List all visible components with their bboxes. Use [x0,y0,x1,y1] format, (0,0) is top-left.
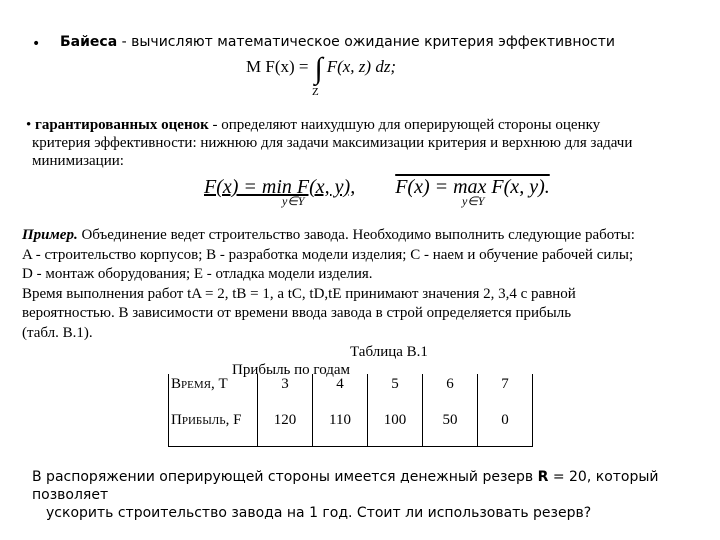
table-cell: 120 [258,410,313,447]
final-question [32,468,692,522]
final-line1-tail: = 20, который позволяет [32,469,659,503]
guaranteed-term: гарантированных оценок [35,117,209,133]
table-caption: Таблица В.1 [350,344,428,360]
formula-lower-bound: F(x) = min F(x, y), [204,176,356,198]
row-label-profit: Прибыль, F [169,410,258,447]
table-cell: 0 [478,410,533,447]
integral-domain: Z [312,86,319,98]
example-line-1 [22,226,702,246]
bayes-description: - вычисляют математическое ожидание критерия эффективности [117,34,616,50]
bullet-symbol: • [32,36,41,52]
final-line1-text: В распоряжении оперирующей стороны имеется денежный резерв [32,469,538,485]
reserve-symbol: R [537,469,549,485]
integral-sign: ∫ [314,52,323,85]
formula-lower-domain: y∈Y [282,194,305,208]
table-cell: 3 [258,374,313,410]
guaranteed-line-2: критерия эффективности: нижнюю для задачи максимизации критерия и верхнюю для задачи [32,135,633,151]
example-paragraph [22,226,702,343]
table-row-time [169,374,533,410]
example-line-4: Время выполнения работ tA = 2, tB = 1, a tC, tD,tE принимают значения 2, 3,4 с равной [22,285,576,302]
final-line-2: ускорить строительство завода на 1 год. Стоит ли использовать резерв? [46,505,592,521]
example-label: Пример. [22,227,78,243]
bayes-term: Байеса [60,34,118,50]
guaranteed-line-3: минимизации: [32,153,124,169]
formula-expectation-lhs: M F(x) = [246,57,309,76]
table-subcaption: Прибыль по годам [232,362,351,378]
guaranteed-estimates-paragraph [26,116,632,170]
guaranteed-line1-rest: - определяют наихудшую для оперирующей стороны оценку [208,117,601,133]
bayes-criterion-line [60,34,615,50]
example-line-5: вероятностью. В зависимости от времени ввода завода в строй определяется прибыль [22,305,572,321]
row-label-time: Время, T [169,374,258,410]
formula-upper-bound: F(x) = max F(x, y). [395,176,550,198]
example-line1-text: Объединение ведет строительство завода. Необходимо выполнить следующие работы: [77,227,635,243]
profit-table [168,374,533,447]
table-cell: 7 [478,374,533,410]
guaranteed-line-1 [26,116,632,134]
formula-expectation [246,52,397,98]
table-cell: 50 [423,410,478,447]
example-line-3: D - монтаж оборудования; E - отладка модели изделия. [22,266,373,282]
table-cell: 5 [368,374,423,410]
example-line-2: A - строительство корпусов; B - разработка модели изделия; C - наем и обучение рабочей силы; [22,246,634,263]
table-row-profit [169,410,533,447]
table-cell: 100 [368,410,423,447]
table-cell: 4 [313,374,368,410]
table-cell: 110 [313,410,368,447]
formula-upper-domain: y∈Y [462,194,485,208]
bullet-symbol-2: • [26,117,32,133]
formula-expectation-integrand: F(x, z) dz; [326,57,397,76]
example-line-6: (табл. В.1). [22,324,93,341]
final-line-1 [32,468,692,504]
formula-bounds [204,176,550,208]
table-cell: 6 [423,374,478,410]
